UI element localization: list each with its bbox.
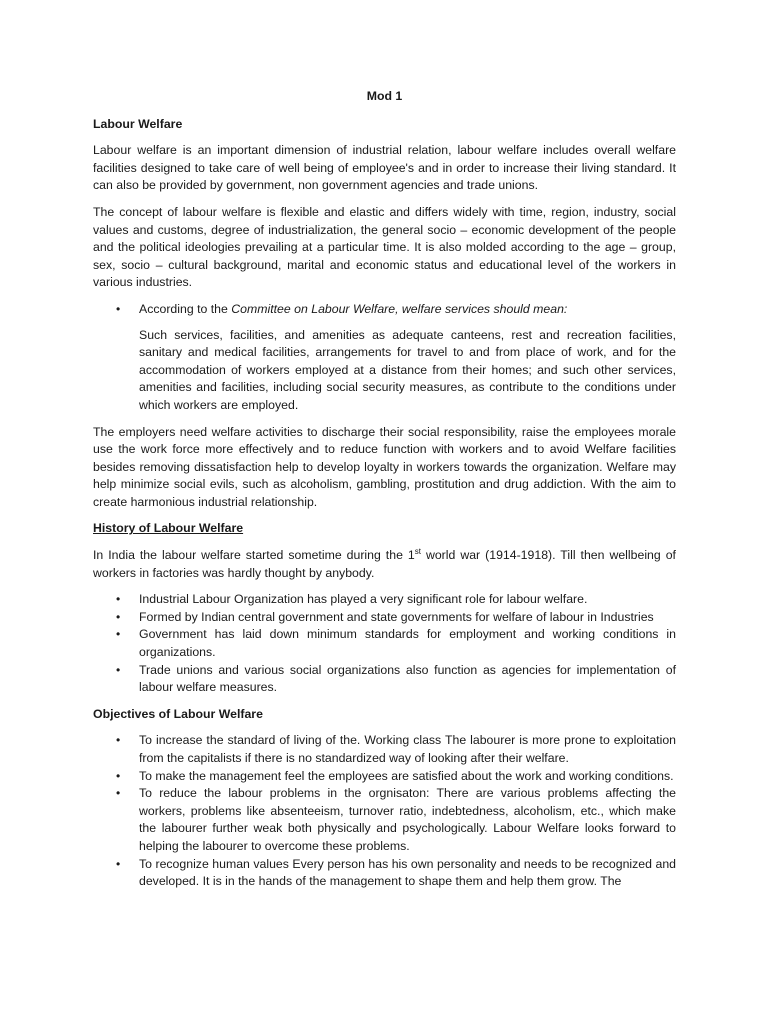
list-item-text: Trade unions and various social organizations also function as agencies for implementation of labour welfare measures. (139, 662, 676, 695)
list-item-text: Formed by Indian central government and state governments for welfare of labour in Industries (139, 609, 654, 624)
list-item (93, 768, 676, 786)
list-item (93, 732, 676, 767)
committee-list (93, 301, 676, 319)
bullet-icon: • (116, 733, 121, 748)
document-title: Mod 1 (366, 89, 403, 103)
list-item (93, 662, 676, 697)
list-item (93, 591, 676, 609)
history-list (93, 591, 676, 697)
list-item (93, 856, 676, 891)
history-text-after: world war (1914-1918). Till then wellbeing of workers in factories was hardly thought by anybody. (93, 548, 676, 580)
bullet-icon: • (116, 856, 121, 871)
paragraph-employers: The employers need welfare activities to discharge their social responsibility, raise the employees morale use the work force more effectively and to reduce function with workers and to avoid Welfare facilities besides removing dissatisfaction help to develop loyalty in workers towards the organization. Welfare may help minimize social evils, such as alcoholism, gambling, prostitution and drug addiction. With the aim to create harmonious industrial relationship. (93, 424, 676, 509)
list-item (93, 609, 676, 627)
paragraph-concept: The concept of labour welfare is flexible and elastic and differs widely with time, region, industry, social values and customs, degree of industrialization, the general socio – economic development of the people and the political ideologies prevailing at a particular time. It is also molded according to the age – group, sex, socio – cultural background, marital and economic status and educational level of the workers in various industries. (93, 204, 676, 290)
committee-lead-text: According to the (139, 301, 232, 316)
paragraph-history (93, 547, 676, 582)
list-item-text: To increase the standard of living of the. Working class The labourer is more prone to exploitation from the capitalists if there is no standardized way of looking after their welfare. (139, 733, 676, 765)
list-item-text: Government has laid down minimum standards for employment and working conditions in organizations. (139, 627, 676, 660)
committee-italic-text: Committee on Labour Welfare, welfare services should mean: (231, 301, 568, 316)
bullet-icon: • (116, 592, 121, 607)
bullet-icon: • (116, 662, 121, 677)
list-item-text: To recognize human values Every person has his own personality and needs to be recognized and developed. It is in the hands of the management to shape them and help them grow. The (139, 856, 676, 889)
list-item (93, 785, 676, 855)
history-text-before: In India the labour welfare started sometime during the 1 (93, 548, 415, 563)
history-superscript: st (414, 546, 421, 556)
bullet-icon: • (116, 768, 121, 783)
paragraph-intro: Labour welfare is an important dimension of industrial relation, labour welfare includes overall welfare facilities designed to take care of well being of employee's and in order to increase their living standard. It can also be provided by government, non government agencies and trade unions. (93, 143, 676, 193)
list-item-text: To make the management feel the employees are satisfied about the work and working conditions. (139, 768, 674, 783)
section-heading-history: History of Labour Welfare (93, 521, 244, 536)
section-heading-objectives: Objectives of Labour Welfare (93, 706, 263, 721)
bullet-icon: • (116, 301, 121, 316)
bullet-icon: • (116, 627, 121, 642)
list-item (93, 301, 676, 319)
list-item (93, 626, 676, 661)
list-item-text: Industrial Labour Organization has played a very significant role for labour welfare. (139, 592, 588, 607)
objectives-list (93, 732, 676, 890)
committee-quote: Such services, facilities, and amenities as adequate canteens, rest and recreation facilities, sanitary and medical facilities, arrangements for travel to and from place of work, and for the accommodation of workers employed at a distance from their homes; and such other services, amenities and facilities, including social security measures, as contribute to the conditions under which workers are employed. (139, 327, 676, 412)
list-item-text: To reduce the labour problems in the orgnisaton: There are various problems affecting the workers, problems like absenteeism, turnover ratio, indebtedness, alcoholism, etc., which make the labourer further weak both physically and psychologically. Labour Welfare looks forward to helping the labourer to overcome these problems. (139, 786, 676, 853)
bullet-icon: • (116, 786, 121, 801)
section-heading-labour-welfare: Labour Welfare (93, 116, 183, 131)
bullet-icon: • (116, 609, 121, 624)
